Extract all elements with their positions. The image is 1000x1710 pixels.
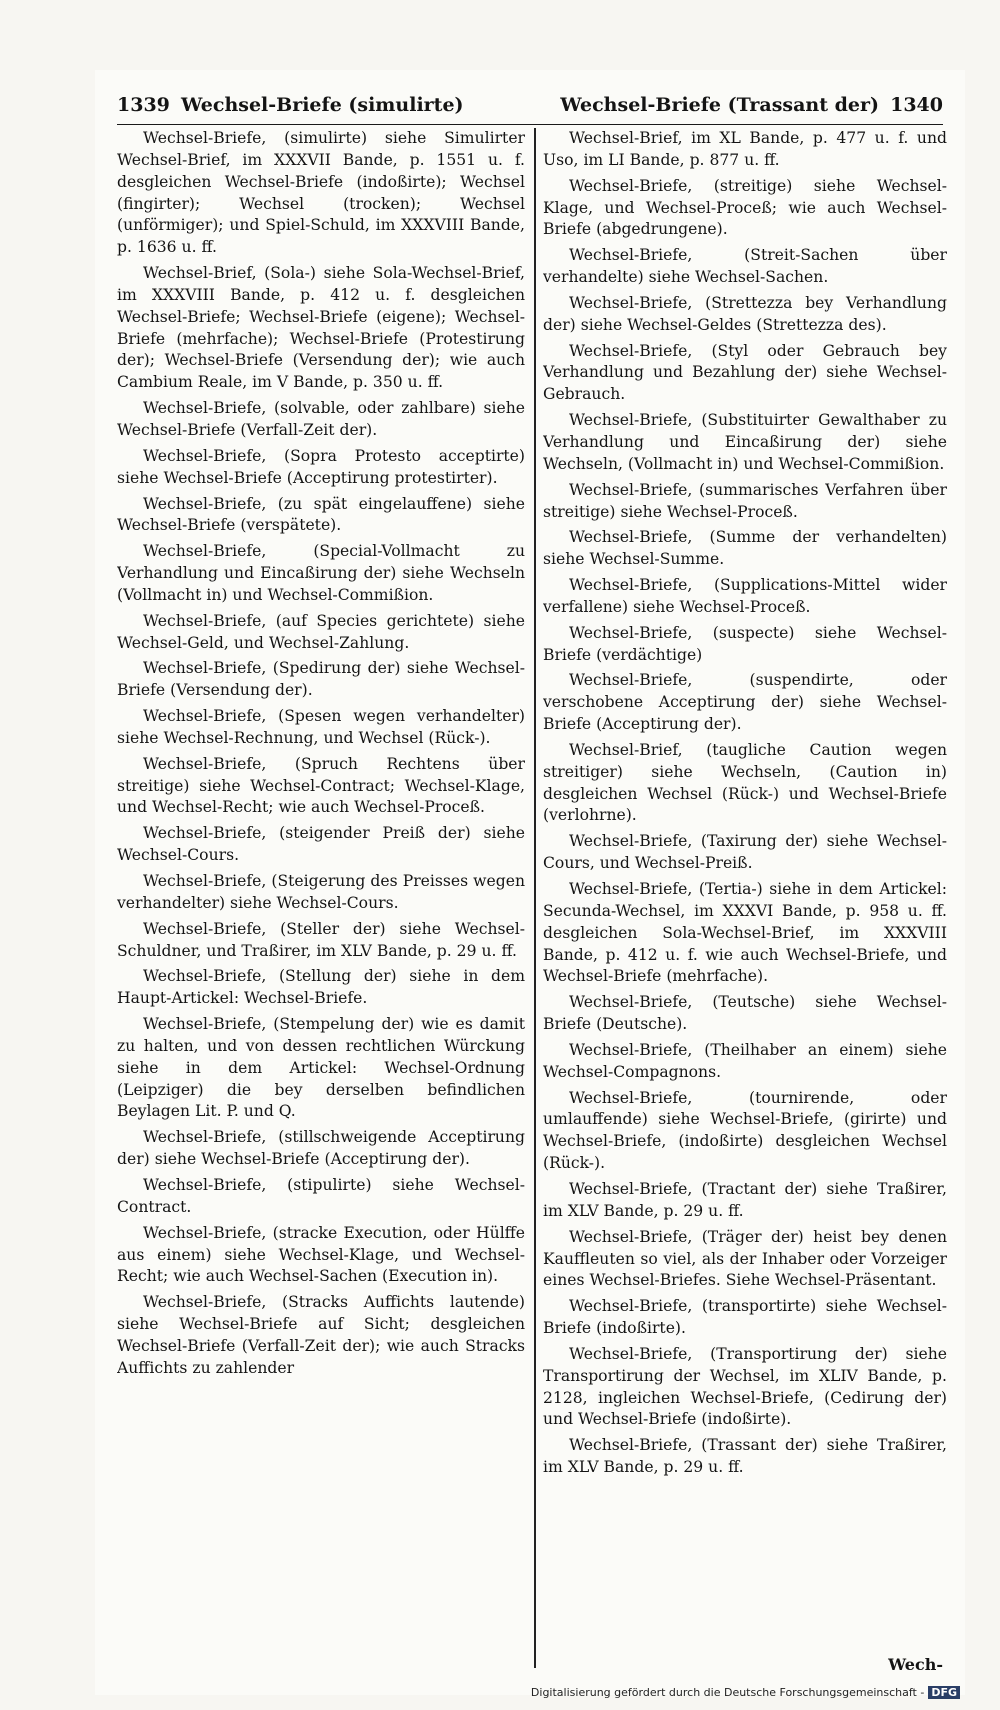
scanned-page <box>95 70 965 1695</box>
entry: Wechsel-Briefe, (Tractant der) siehe Traßirer, im XLV Bande, p. 29 u. ff. <box>543 1179 947 1220</box>
catchword: Wech- <box>888 1655 943 1674</box>
entry: Wechsel-Briefe, (transportirte) siehe Wechsel-Briefe (indoßirte). <box>543 1297 947 1338</box>
entry: Wechsel-Briefe, (Stracks Auffichts lautende) siehe Wechsel-Briefe auf Sicht; desgleichen Wechsel-Briefe (Verfall-Zeit der); wie auch Stracks Auffichts zu zahlender <box>117 1293 525 1377</box>
entry: Wechsel-Briefe, (simulirte) siehe Simulirter Wechsel-Brief, im XXXVII Bande, p. 1551 u. f. desgleichen Wechsel-Briefe (indoßirte); Wechsel (fingirter); Wechsel (trocken); Wechsel (unförmiger); und Spiel-Schuld, im XXXVIII Bande, p. 1636 u. ff. <box>117 129 525 257</box>
entry: Wechsel-Briefe, (Transportirung der) siehe Transportirung der Wechsel, im XLIV Bande, p. 2128, ingleichen Wechsel-Briefe, (Cedirung der) und Wechsel-Briefe (indoßirte). <box>543 1344 947 1429</box>
entry: Wechsel-Briefe, (suspendirte, oder verschobene Acceptirung der) siehe Wechsel-Briefe (Acceptirung der). <box>543 671 947 734</box>
entry: Wechsel-Briefe, (solvable, oder zahlbare) siehe Wechsel-Briefe (Verfall-Zeit der). <box>117 399 525 439</box>
entry: Wechsel-Briefe, (Stellung der) siehe in dem Haupt-Artickel: Wechsel-Briefe. <box>117 967 525 1008</box>
entry: Wechsel-Briefe, (Stempelung der) wie es damit zu halten, und von dessen rechtlichen Würckung siehe in dem Artickel: Wechsel-Ordnung (Leipziger) die bey derselben befindlichen Beylagen Lit. P. und Q. <box>117 1015 525 1121</box>
entry: Wechsel-Briefe, (Streit-Sachen über verhandelte) siehe Wechsel-Sachen. <box>543 246 947 287</box>
footer-text: Digitalisierung gefördert durch die Deutsche Forschungsgemeinschaft - <box>530 1686 925 1699</box>
entry: Wechsel-Briefe, (Strettezza bey Verhandlung der) siehe Wechsel-Geldes (Strettezza des). <box>543 293 947 334</box>
entry: Wechsel-Briefe, (Steller der) siehe Wechsel-Schuldner, und Traßirer, im XLV Bande, p. 29 u. ff. <box>117 919 525 960</box>
entry: Wechsel-Briefe, (streitige) siehe Wechsel-Klage, und Wechsel-Proceß; wie auch Wechsel-Briefe (abgedrungene). <box>543 176 947 239</box>
entry: Wechsel-Briefe, (Special-Vollmacht zu Verhandlung und Eincaßirung der) siehe Wechseln (Vollmacht in) und Wechsel-Commißion. <box>117 542 525 604</box>
page-number-right: 1340 <box>890 94 943 116</box>
running-header <box>117 88 943 125</box>
entry: Wechsel-Briefe, (Summe der verhandelten) siehe Wechsel-Summe. <box>543 528 947 569</box>
entry: Wechsel-Briefe, (Taxirung der) siehe Wechsel-Cours, und Wechsel-Preiß. <box>543 832 947 873</box>
entry: Wechsel-Briefe, (steigender Preiß der) siehe Wechsel-Cours. <box>117 824 525 865</box>
dfg-logo: DFG <box>928 1686 960 1699</box>
column-divider <box>534 128 536 1668</box>
entry: Wechsel-Briefe, (Spesen wegen verhandelter) siehe Wechsel-Rechnung, und Wechsel (Rück-). <box>117 707 525 747</box>
entry: Wechsel-Brief, (Sola-) siehe Sola-Wechsel-Brief, im XXXVIII Bande, p. 412 u. f. desgleichen Wechsel-Briefe; Wechsel-Briefe (eigene); Wechsel-Briefe (mehrfache); Wechsel-Briefe (Protestirung der); Wechsel-Briefe (Versendung der); wie auch Cambium Reale, im V Bande, p. 350 u. ff. <box>117 264 525 392</box>
entry: Wechsel-Briefe, (Sopra Protesto acceptirte) siehe Wechsel-Briefe (Acceptirung protestirter). <box>117 446 525 487</box>
entry: Wechsel-Briefe, (tournirende, oder umlauffende) siehe Wechsel-Briefe, (girirte) und Wechsel-Briefe, (indoßirte) desgleichen Wechsel (Rück-). <box>543 1088 947 1173</box>
entry: Wechsel-Briefe, (Styl oder Gebrauch bey Verhandlung und Bezahlung der) siehe Wechsel-Gebrauch. <box>543 341 947 404</box>
right-column <box>543 128 947 1658</box>
entry: Wechsel-Brief, im XL Bande, p. 477 u. f. und Uso, im LI Bande, p. 877 u. ff. <box>543 129 947 169</box>
running-title-right: Wechsel-Briefe (Trassant der) <box>560 94 879 116</box>
entry: Wechsel-Briefe, (Theilhaber an einem) siehe Wechsel-Compagnons. <box>543 1040 947 1081</box>
running-title-left: Wechsel-Briefe (simulirte) <box>181 94 464 116</box>
digitization-footer <box>531 1686 960 1699</box>
entry: Wechsel-Briefe, (Trassant der) siehe Traßirer, im XLV Bande, p. 29 u. ff. <box>543 1436 947 1477</box>
entry: Wechsel-Briefe, (Steigerung des Preisses wegen verhandelter) siehe Wechsel-Cours. <box>117 872 525 912</box>
entry: Wechsel-Briefe, (zu spät eingelauffene) siehe Wechsel-Briefe (verspätete). <box>117 494 525 535</box>
entry: Wechsel-Briefe, (stracke Execution, oder Hülffe aus einem) siehe Wechsel-Klage, und Wechsel-Recht; wie auch Wechsel-Sachen (Execution in). <box>117 1223 525 1286</box>
entry: Wechsel-Briefe, (suspecte) siehe Wechsel-Briefe (verdächtige) <box>543 623 947 664</box>
entry: Wechsel-Briefe, (stillschweigende Acceptirung der) siehe Wechsel-Briefe (Acceptirung der). <box>117 1128 525 1169</box>
left-column <box>117 128 525 1658</box>
entry: Wechsel-Briefe, (Substituirter Gewalthaber zu Verhandlung und Eincaßirung der) siehe Wechseln, (Vollmacht in) und Wechsel-Commißion. <box>543 411 947 473</box>
entry: Wechsel-Briefe, (auf Species gerichtete) siehe Wechsel-Geld, und Wechsel-Zahlung. <box>117 611 525 652</box>
page-number-left: 1339 <box>117 94 170 116</box>
entry: Wechsel-Briefe, (summarisches Verfahren über streitige) siehe Wechsel-Proceß. <box>543 480 947 521</box>
entry: Wechsel-Briefe, (Supplications-Mittel wider verfallene) siehe Wechsel-Proceß. <box>543 576 947 616</box>
entry: Wechsel-Briefe, (Spedirung der) siehe Wechsel-Briefe (Versendung der). <box>117 659 525 700</box>
entry: Wechsel-Briefe, (Tertia-) siehe in dem Artickel: Secunda-Wechsel, im XXXVI Bande, p. 958 u. ff. desgleichen Sola-Wechsel-Brief, im XXXVIII Bande, p. 412 u. f. wie auch Wechsel-Briefe, und Wechsel-Briefe (mehrfache). <box>543 880 947 986</box>
entry: Wechsel-Briefe, (Spruch Rechtens über streitige) siehe Wechsel-Contract; Wechsel-Klage, und Wechsel-Recht; wie auch Wechsel-Proceß. <box>117 754 525 817</box>
entry: Wechsel-Briefe, (stipulirte) siehe Wechsel-Contract. <box>117 1175 525 1216</box>
entry: Wechsel-Briefe, (Teutsche) siehe Wechsel-Briefe (Deutsche). <box>543 993 947 1034</box>
entry: Wechsel-Briefe, (Träger der) heist bey denen Kauffleuten so viel, als der Inhaber oder Vorzeiger eines Wechsel-Briefes. Siehe Wechsel-Präsentant. <box>543 1227 947 1290</box>
entry: Wechsel-Brief, (taugliche Caution wegen streitiger) siehe Wechseln, (Caution in) desgleichen Wechsel (Rück-) und Wechsel-Briefe (verlohrne). <box>543 740 947 825</box>
